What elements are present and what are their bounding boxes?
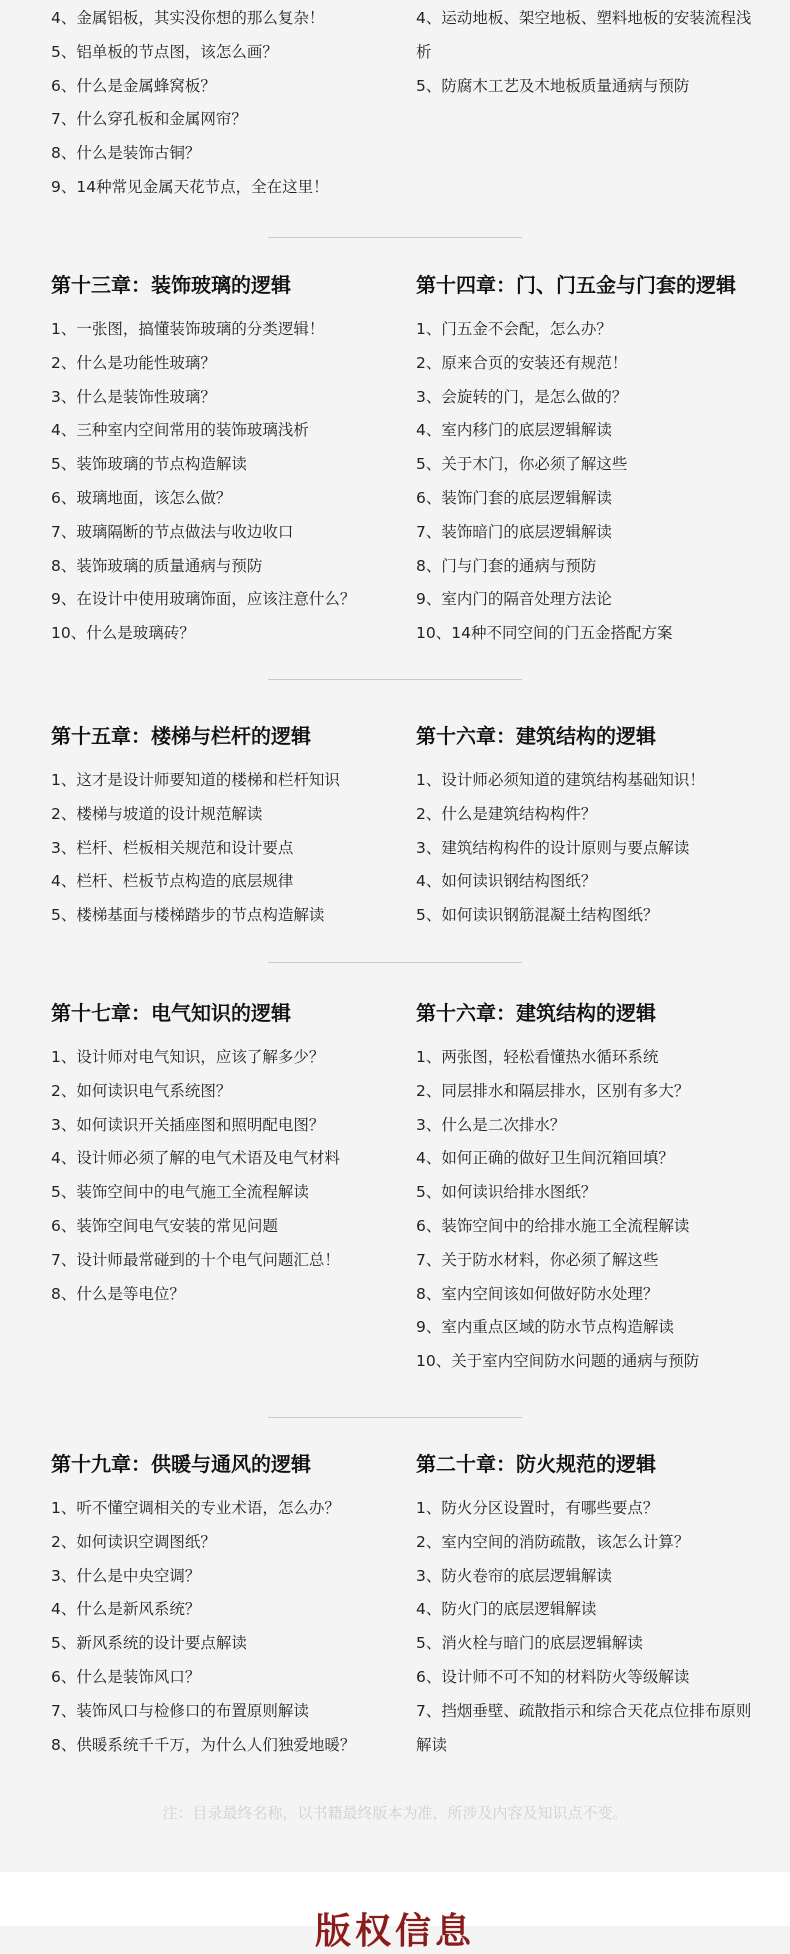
section-divider — [268, 1417, 522, 1418]
toc-item: 3、什么是装饰性玻璃？ — [51, 387, 216, 406]
section-divider — [268, 962, 522, 963]
toc-item: 10、什么是玻璃砖？ — [51, 624, 195, 643]
chapter-18 — [416, 999, 761, 1379]
toc-item: 5、防腐木工艺及木地板质量通病与预防 — [416, 76, 690, 95]
toc-item: 4、防火门的底层逻辑解读 — [416, 1600, 597, 1619]
toc-item: 6、什么是金属蜂窝板？ — [51, 76, 216, 95]
chapter-16 — [416, 722, 761, 933]
toc-item: 9、在设计中使用玻璃饰面，应该注意什么？ — [51, 590, 356, 609]
toc-item: 1、两张图，轻松看懂热水循环系统 — [416, 1048, 659, 1066]
toc-item: 7、装饰暗门的底层逻辑解读 — [416, 522, 612, 541]
chapter-heading: 第十七章：电气知识的逻辑 — [51, 1001, 291, 1025]
toc-item: 5、新风系统的设计要点解读 — [51, 1634, 247, 1653]
chapter-14 — [416, 271, 761, 651]
toc-item: 1、这才是设计师要知道的楼梯和栏杆知识 — [51, 771, 340, 789]
chapter-heading: 第十九章：供暖与通风的逻辑 — [51, 1452, 311, 1476]
toc-item: 6、什么是装饰风口？ — [51, 1667, 201, 1686]
toc-item: 2、楼梯与坡道的设计规范解读 — [51, 804, 263, 823]
toc-item: 2、如何读识空调图纸？ — [51, 1532, 216, 1551]
toc-item: 4、如何读识钢结构图纸？ — [416, 872, 597, 891]
copyright-section — [0, 1872, 790, 1952]
toc-item: 5、铝单板的节点图，该怎么画？ — [51, 42, 278, 61]
copyright-title: 版权信息 — [314, 1911, 475, 1952]
chapter-heading: 第十六章：建筑结构的逻辑 — [416, 724, 656, 748]
toc-item: 5、如何读识钢筋混凝土结构图纸？ — [416, 906, 659, 925]
toc-item: 8、室内空间该如何做好防水处理？ — [416, 1284, 659, 1303]
toc-item: 9、室内门的隔音处理方法论 — [416, 590, 612, 609]
toc-item: 5、装饰玻璃的节点构造解读 — [51, 455, 247, 474]
toc-item: 8、装饰玻璃的质量通病与预防 — [51, 556, 263, 575]
toc-item: 3、防火卷帘的底层逻辑解读 — [416, 1566, 612, 1585]
section-divider — [268, 679, 522, 680]
toc-item: 8、门与门套的通病与预防 — [416, 556, 597, 575]
toc-column-right — [416, 2, 761, 103]
toc-item: 10、14种不同空间的门五金搭配方案 — [416, 624, 673, 643]
toc-item: 4、如何正确的做好卫生间沉箱回填？ — [416, 1149, 674, 1168]
toc-item: 2、原来合页的安装还有规范！ — [416, 353, 628, 372]
chapter-heading: 第十五章：楼梯与栏杆的逻辑 — [51, 724, 311, 748]
toc-item: 2、同层排水和隔层排水，区别有多大？ — [416, 1081, 690, 1100]
chapter-heading: 第十六章：建筑结构的逻辑 — [416, 1001, 656, 1025]
toc-item: 3、什么是中央空调？ — [51, 1566, 201, 1585]
toc-item: 3、什么是二次排水？ — [416, 1115, 566, 1134]
toc-item: 6、设计师不可不知的材料防火等级解读 — [416, 1667, 690, 1686]
toc-item: 2、室内空间的消防疏散，该怎么计算？ — [416, 1532, 690, 1551]
chapter-heading: 第十四章：门、门五金与门套的逻辑 — [416, 273, 736, 297]
toc-item: 9、14种常见金属天花节点，全在这里！ — [51, 177, 329, 196]
toc-item: 1、防火分区设置时，有哪些要点？ — [416, 1499, 659, 1517]
toc-item: 7、关于防水材料，你必须了解这些 — [416, 1250, 659, 1269]
chapter-13 — [51, 271, 381, 651]
toc-item: 4、金属铝板，其实没你想的那么复杂！ — [51, 9, 325, 27]
toc-item: 6、装饰空间电气安装的常见问题 — [51, 1216, 278, 1235]
toc-item: 1、听不懂空调相关的专业术语，怎么办？ — [51, 1499, 340, 1517]
toc-item: 3、如何读识开关插座图和照明配电图？ — [51, 1115, 325, 1134]
toc-item: 8、什么是装饰古铜？ — [51, 144, 201, 163]
toc-item: 8、供暖系统千千万，为什么人们独爱地暖？ — [51, 1735, 356, 1754]
toc-item: 10、关于室内空间防水问题的通病与预防 — [416, 1352, 700, 1371]
toc-item: 9、室内重点区域的防水节点构造解读 — [416, 1318, 674, 1337]
toc-item: 4、什么是新风系统？ — [51, 1600, 201, 1619]
toc-item: 4、栏杆、栏板节点构造的底层规律 — [51, 872, 294, 891]
toc-item: 4、室内移门的底层逻辑解读 — [416, 421, 612, 440]
chapter-heading: 第二十章：防火规范的逻辑 — [416, 1452, 656, 1476]
toc-item: 6、装饰门套的底层逻辑解读 — [416, 488, 612, 507]
toc-item: 2、如何读识电气系统图？ — [51, 1081, 232, 1100]
toc-item: 6、装饰空间中的给排水施工全流程解读 — [416, 1216, 690, 1235]
toc-item: 1、设计师对电气知识，应该了解多少？ — [51, 1048, 325, 1066]
toc-footnote: 注：目录最终名称，以书籍最终版本为准，所涉及内容及知识点不变。 — [162, 1804, 628, 1822]
chapter-20 — [416, 1450, 761, 1762]
toc-item: 7、什么穿孔板和金属网帘？ — [51, 110, 247, 129]
toc-item: 7、装饰风口与检修口的布置原则解读 — [51, 1701, 309, 1720]
toc-item: 5、关于木门，你必须了解这些 — [416, 455, 628, 474]
chapter-17 — [51, 999, 381, 1311]
chapter-heading: 第十三章：装饰玻璃的逻辑 — [51, 273, 291, 297]
toc-item: 7、挡烟垂壁、疏散指示和综合天花点位排布原则解读 — [416, 1701, 752, 1754]
toc-item: 5、装饰空间中的电气施工全流程解读 — [51, 1183, 309, 1202]
toc-item: 8、什么是等电位？ — [51, 1284, 185, 1303]
toc-item: 1、门五金不会配，怎么办？ — [416, 320, 612, 338]
toc-column-left — [51, 2, 381, 205]
toc-item: 6、玻璃地面，该怎么做？ — [51, 488, 232, 507]
toc-item: 3、会旋转的门，是怎么做的？ — [416, 387, 628, 406]
toc-item: 2、什么是建筑结构构件？ — [416, 804, 597, 823]
toc-item: 3、栏杆、栏板相关规范和设计要点 — [51, 838, 294, 857]
toc-item: 4、三种室内空间常用的装饰玻璃浅析 — [51, 421, 309, 440]
toc-item: 4、运动地板、架空地板、塑料地板的安装流程浅析 — [416, 9, 752, 61]
toc-item: 7、设计师最常碰到的十个电气问题汇总！ — [51, 1250, 340, 1269]
toc-item: 7、玻璃隔断的节点做法与收边收口 — [51, 522, 294, 541]
toc-item: 1、设计师必须知道的建筑结构基础知识！ — [416, 771, 705, 789]
toc-item: 2、什么是功能性玻璃？ — [51, 353, 216, 372]
section-divider — [268, 237, 522, 238]
toc-item: 4、设计师必须了解的电气术语及电气材料 — [51, 1149, 340, 1168]
toc-item: 5、楼梯基面与楼梯踏步的节点构造解读 — [51, 906, 325, 925]
chapter-15 — [51, 722, 381, 933]
toc-item: 5、如何读识给排水图纸？ — [416, 1183, 597, 1202]
chapter-19 — [51, 1450, 381, 1762]
toc-item: 5、消火栓与暗门的底层逻辑解读 — [416, 1634, 643, 1653]
toc-item: 3、建筑结构构件的设计原则与要点解读 — [416, 838, 690, 857]
toc-item: 1、一张图，搞懂装饰玻璃的分类逻辑！ — [51, 320, 325, 338]
